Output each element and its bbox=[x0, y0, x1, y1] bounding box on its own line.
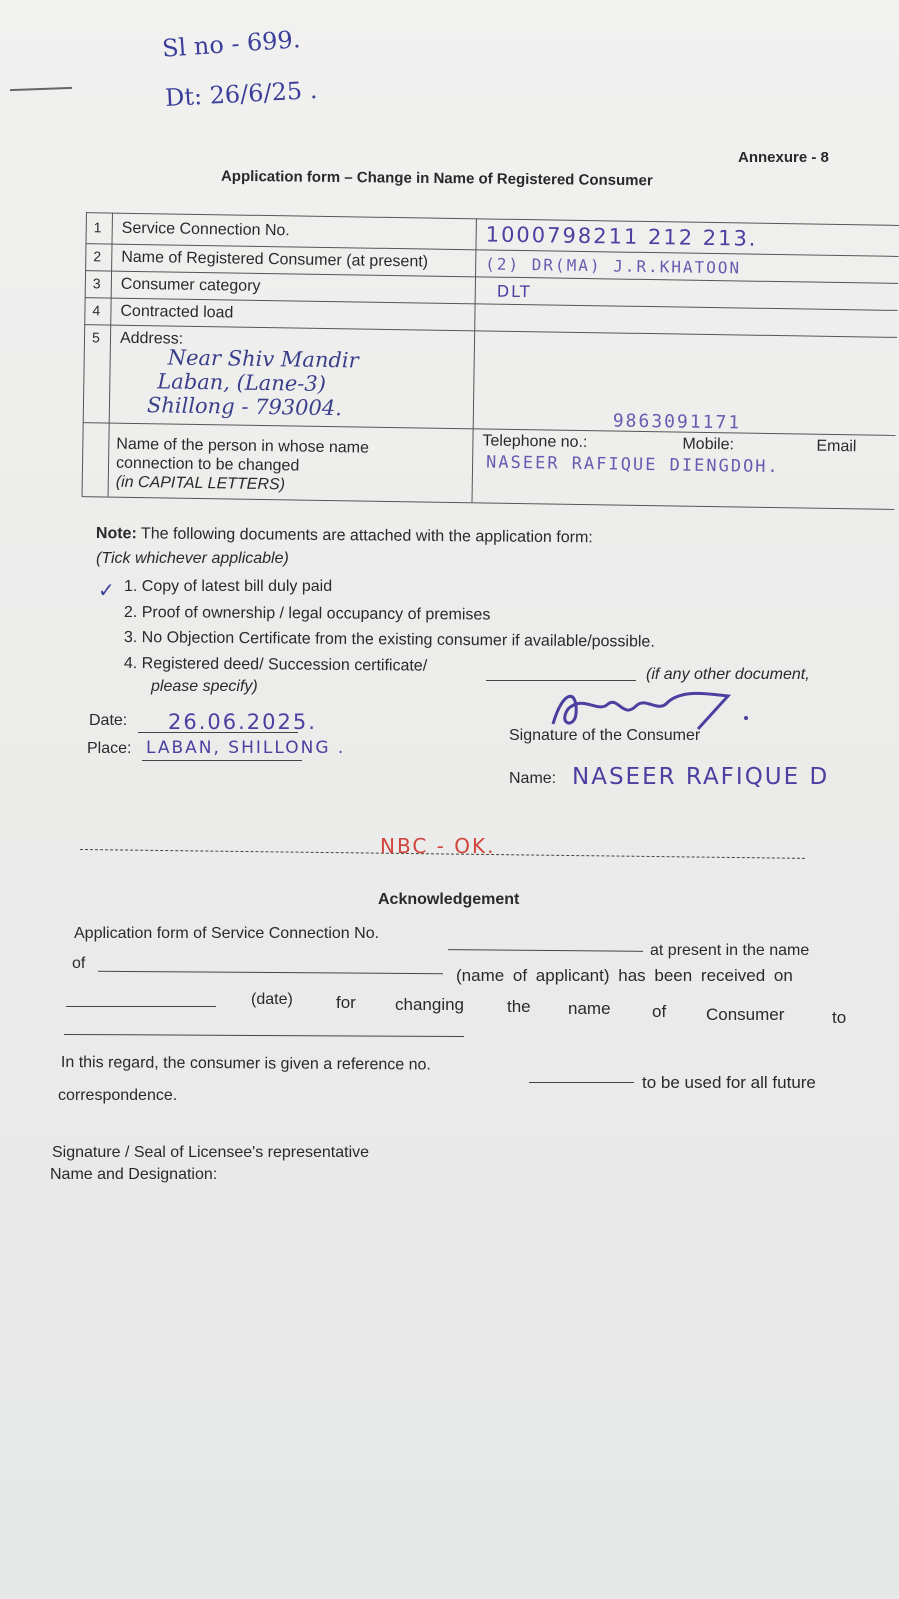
form-title: Application form – Change in Name of Registered Consumer bbox=[220, 167, 653, 190]
note-section bbox=[96, 525, 593, 547]
ack-line-5: correspondence. bbox=[58, 1087, 178, 1104]
nbc-note: NBC - OK. bbox=[380, 834, 496, 858]
row-2-number: 2 bbox=[93, 248, 102, 265]
ack-line-1a: Application form of Service Connection No. bbox=[74, 925, 380, 942]
row-3-label: Consumer category bbox=[120, 275, 261, 295]
doc-item-4-suffix: (if any other document, bbox=[646, 666, 810, 683]
new-name-label-1: Name of the person in whose name bbox=[116, 435, 370, 457]
doc-item-4-line2: please specify) bbox=[151, 678, 258, 695]
mobile-value: 9863091171 bbox=[612, 410, 742, 434]
name-designation-label: Name and Designation: bbox=[50, 1166, 218, 1183]
address-line-2: Laban, (Lane-3) bbox=[157, 369, 327, 396]
ack-line-3-date: (date) bbox=[251, 991, 293, 1008]
ack-line-4b: to be used for all future bbox=[642, 1073, 816, 1092]
licensee-signature-label: Signature / Seal of Licensee's representative bbox=[52, 1144, 370, 1161]
new-name-value: NASEER RAFIQUE DIENGDOH. bbox=[485, 452, 780, 478]
present-consumer-value: (2) DR(MA) J.R.KHATOON bbox=[485, 254, 742, 278]
place-label: Place: bbox=[87, 740, 132, 757]
doc-item-4: 4. Registered deed/ Succession certificate/ bbox=[123, 655, 428, 675]
ack-line-3-changing: changing bbox=[395, 995, 465, 1014]
name-value: NASEER RAFIQUE D bbox=[572, 764, 830, 790]
ack-heading: Acknowledgement bbox=[378, 891, 520, 908]
place-line bbox=[142, 760, 302, 761]
ack-blank-4 bbox=[64, 1034, 464, 1037]
ack-line-3-consumer: Consumer bbox=[706, 1005, 785, 1024]
place-value: LABAN, SHILLONG . bbox=[146, 738, 346, 758]
address-line-3: Shillong - 793004. bbox=[146, 393, 343, 421]
ack-line-3-of: of bbox=[652, 1002, 667, 1021]
address-line-1: Near Shiv Mandir bbox=[167, 345, 359, 373]
row-4-number: 4 bbox=[92, 302, 101, 319]
category-value: DLT bbox=[496, 281, 532, 302]
note-tick-instruction: (Tick whichever applicable) bbox=[96, 550, 289, 567]
ack-blank-3 bbox=[66, 1006, 216, 1007]
ack-line-3-to: to bbox=[832, 1008, 847, 1027]
row-4-label: Contracted load bbox=[120, 302, 234, 322]
date-value: 26.06.2025. bbox=[168, 710, 317, 734]
tick-mark: ✓ bbox=[98, 580, 115, 602]
note-heading: Note: bbox=[95, 525, 137, 543]
doc-item-3: 3. No Objection Certificate from the existing consumer if available/possible. bbox=[123, 629, 655, 651]
ack-line-1b: at present in the name bbox=[650, 942, 810, 959]
new-name-label-3: (in CAPITAL LETTERS) bbox=[115, 473, 286, 494]
row-3-number: 3 bbox=[92, 275, 101, 292]
new-name-label-2: connection to be changed bbox=[115, 454, 300, 475]
ack-blank-1 bbox=[448, 949, 643, 952]
top-date-note: Dt: 26/6/25 . bbox=[164, 76, 319, 112]
row-2-label: Name of Registered Consumer (at present) bbox=[121, 248, 429, 271]
row-5-label: Address: bbox=[119, 329, 184, 348]
mobile-label: Mobile: bbox=[682, 435, 735, 454]
service-connection-value: 1000798211 212 213. bbox=[485, 222, 758, 251]
row-1-number: 1 bbox=[93, 219, 102, 236]
ack-line-3-the: the bbox=[507, 997, 531, 1016]
ack-line-2a: of bbox=[72, 955, 86, 972]
ack-blank-5 bbox=[529, 1082, 634, 1083]
ack-line-3-name: name bbox=[568, 999, 611, 1018]
row-5-number: 5 bbox=[91, 329, 100, 346]
doc-item-4-blank bbox=[486, 680, 636, 681]
note-text: The following documents are attached with the application form: bbox=[140, 525, 593, 547]
telephone-label: Telephone no.: bbox=[482, 432, 588, 452]
serial-number-note: Sl no - 699. bbox=[161, 25, 302, 63]
ack-blank-2 bbox=[98, 971, 443, 974]
application-table bbox=[0, 0, 899, 533]
ack-line-3-for: for bbox=[336, 993, 356, 1012]
ack-line-4a: In this regard, the consumer is given a reference no. bbox=[60, 1054, 431, 1074]
date-label: Date: bbox=[89, 712, 128, 729]
row-1-label: Service Connection No. bbox=[121, 219, 290, 240]
doc-item-2: 2. Proof of ownership / legal occupancy of premises bbox=[123, 604, 491, 624]
doc-item-1: 1. Copy of latest bill duly paid bbox=[124, 578, 333, 595]
signature-label: Signature of the Consumer bbox=[509, 727, 701, 744]
name-label: Name: bbox=[509, 770, 557, 787]
annexure-label: Annexure - 8 bbox=[738, 149, 829, 166]
ack-line-2b: (name of applicant) has been received on bbox=[456, 966, 793, 985]
email-label: Email bbox=[816, 437, 857, 456]
